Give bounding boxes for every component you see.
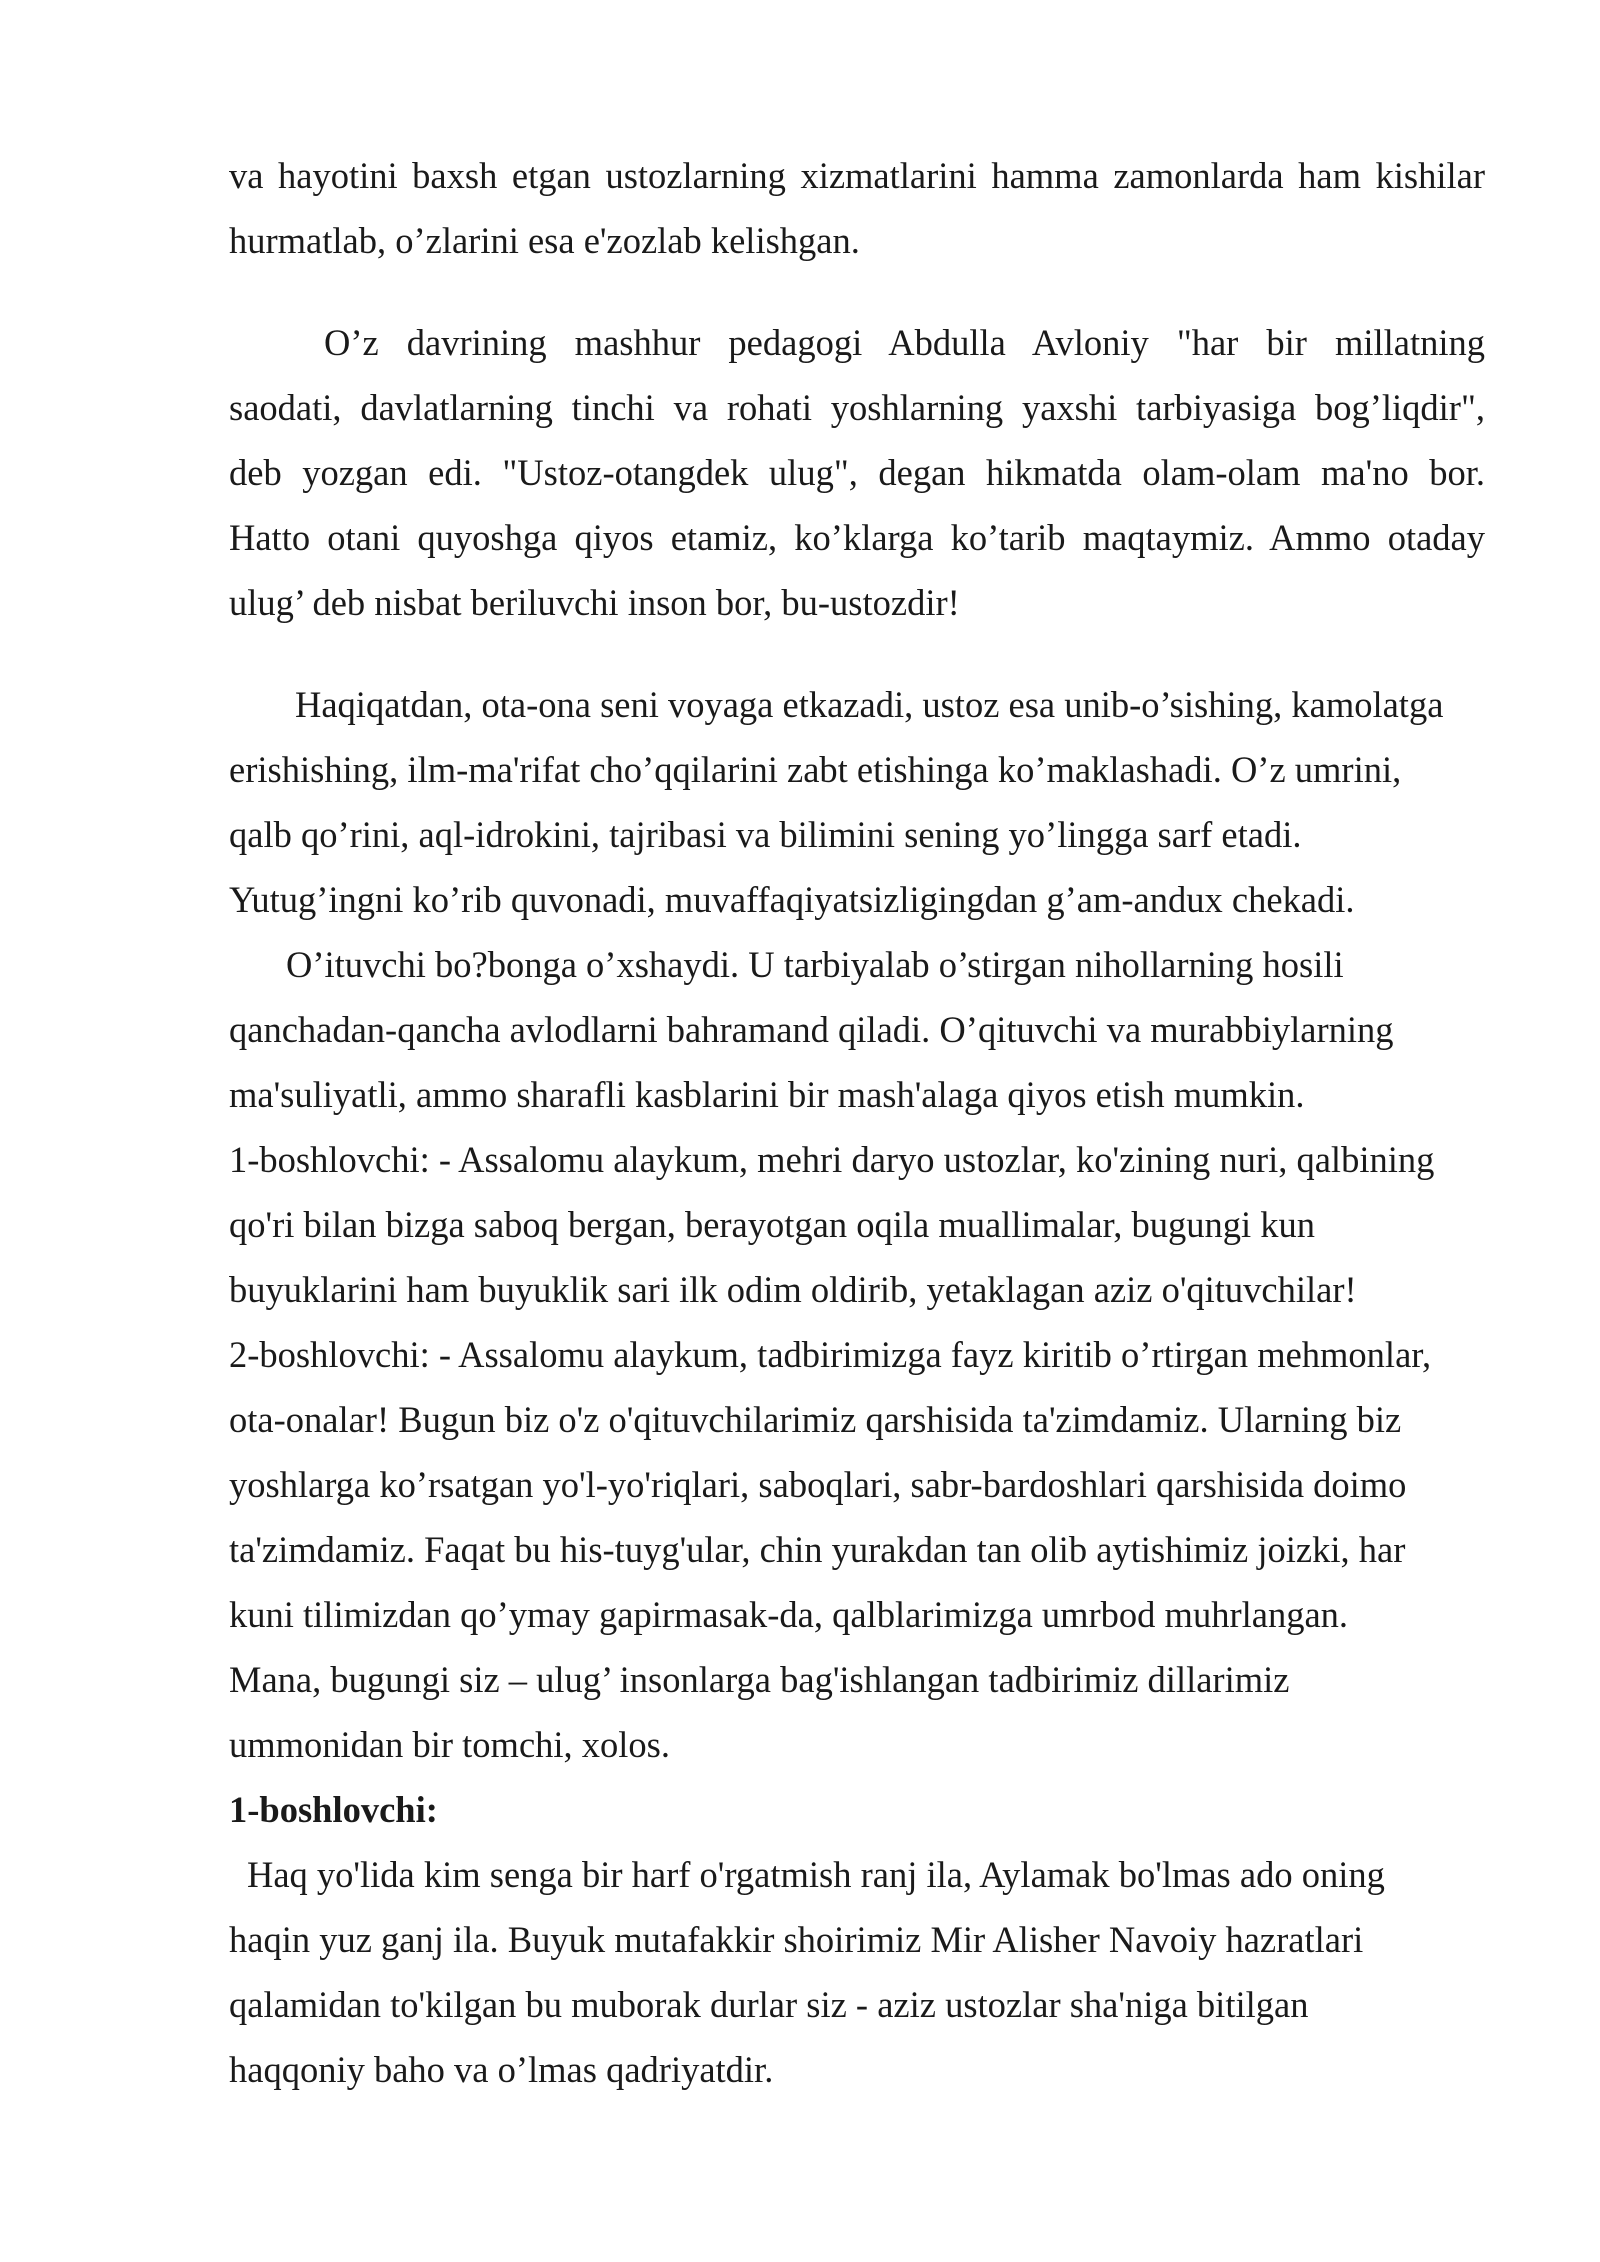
speaker-heading: 1-boshlovchi: [229, 1789, 438, 1830]
text-line: 1-boshlovchi: - Assalomu alaykum, mehri daryo ustozlar, ko'zining nuri, qalbining [229, 1139, 1435, 1180]
text-line: ulug’ deb nisbat beriluvchi inson bor, bu-ustozdir! [229, 582, 960, 623]
text-line: ota-onalar! Bugun biz o'z o'qituvchilarimiz qarshisida ta'zimdamiz. Ularning biz [229, 1399, 1402, 1440]
text-line: buyuklarini ham buyuklik sari ilk odim oldirib, yetaklagan aziz o'qituvchilar! [229, 1269, 1357, 1310]
text-line: Haqiqatdan, ota-ona seni voyaga etkazadi, ustoz esa unib-o’sishing, kamolatga [295, 684, 1444, 725]
paragraph-3 [229, 672, 1485, 2102]
text-line: ummonidan bir tomchi, xolos. [229, 1724, 671, 1765]
text-line: Yutug’ingni ko’rib quvonadi, muvaffaqiyatsizligingdan g’am-andux chekadi. [229, 879, 1355, 920]
text-line: ma'suliyatli, ammo sharafli kasblarini bir mash'alaga qiyos etish mumkin. [229, 1074, 1305, 1115]
paragraph-1 [229, 143, 1485, 273]
text-line: O’ituvchi bo?bonga o’xshaydi. U tarbiyalab o’stirgan nihollarning hosili [286, 944, 1344, 985]
text-line: O’z davrining mashhur pedagogi Abdulla Avloniy "har bir millatning [324, 322, 1485, 363]
text-line: va hayotini baxsh etgan ustozlarning xizmatlarini hamma zamonlarda ham kishilar [229, 155, 1485, 196]
paragraph-2 [229, 310, 1485, 635]
text-line: ta'zimdamiz. Faqat bu his-tuyg'ular, chin yurakdan tan olib aytishimiz joizki, har [229, 1529, 1406, 1570]
text-line: haqqoniy baho va o’lmas qadriyatdir. [229, 2049, 774, 2090]
text-line: 2-boshlovchi: - Assalomu alaykum, tadbirimizga fayz kiritib o’rtirgan mehmonlar, [229, 1334, 1432, 1375]
text-line: deb yozgan edi. "Ustoz-otangdek ulug", degan hikmatda olam-olam ma'no bor. [229, 452, 1485, 493]
text-line: Mana, bugungi siz – ulug’ insonlarga bag'ishlangan tadbirimiz dillarimiz [229, 1659, 1290, 1700]
text-line: saodati, davlatlarning tinchi va rohati yoshlarning yaxshi tarbiyasiga bog’liqdir", [229, 387, 1485, 428]
text-line: kuni tilimizdan qo’ymay gapirmasak-da, qalblarimizga umrbod muhrlangan. [229, 1594, 1349, 1635]
text-line: erishishing, ilm-ma'rifat cho’qqilarini zabt etishinga ko’maklashadi. O’z umrini, [229, 749, 1402, 790]
text-line: Hatto otani quyoshga qiyos etamiz, ko’klarga ko’tarib maqtaymiz. Ammo otaday [229, 517, 1485, 558]
text-line: qo'ri bilan bizga saboq bergan, berayotgan oqila muallimalar, bugungi kun [229, 1204, 1315, 1245]
text-line: hurmatlab, o’zlarini esa e'zozlab kelishgan. [229, 220, 860, 261]
text-line: qanchadan-qancha avlodlarni bahramand qiladi. O’qituvchi va murabbiylarning [229, 1009, 1394, 1050]
text-line: qalamidan to'kilgan bu muborak durlar siz - aziz ustozlar sha'niga bitilgan [229, 1984, 1309, 2025]
text-line: yoshlarga ko’rsatgan yo'l-yo'riqlari, saboqlari, sabr-bardoshlari qarshisida doimo [229, 1464, 1407, 1505]
text-line: Haq yo'lida kim senga bir harf o'rgatmish ranj ila, Aylamak bo'lmas ado oning [247, 1854, 1385, 1895]
text-line: qalb qo’rini, aql-idrokini, tajribasi va bilimini sening yo’lingga sarf etadi. [229, 814, 1302, 855]
text-line: haqin yuz ganj ila. Buyuk mutafakkir shoirimiz Mir Alisher Navoiy hazratlari [229, 1919, 1364, 1960]
